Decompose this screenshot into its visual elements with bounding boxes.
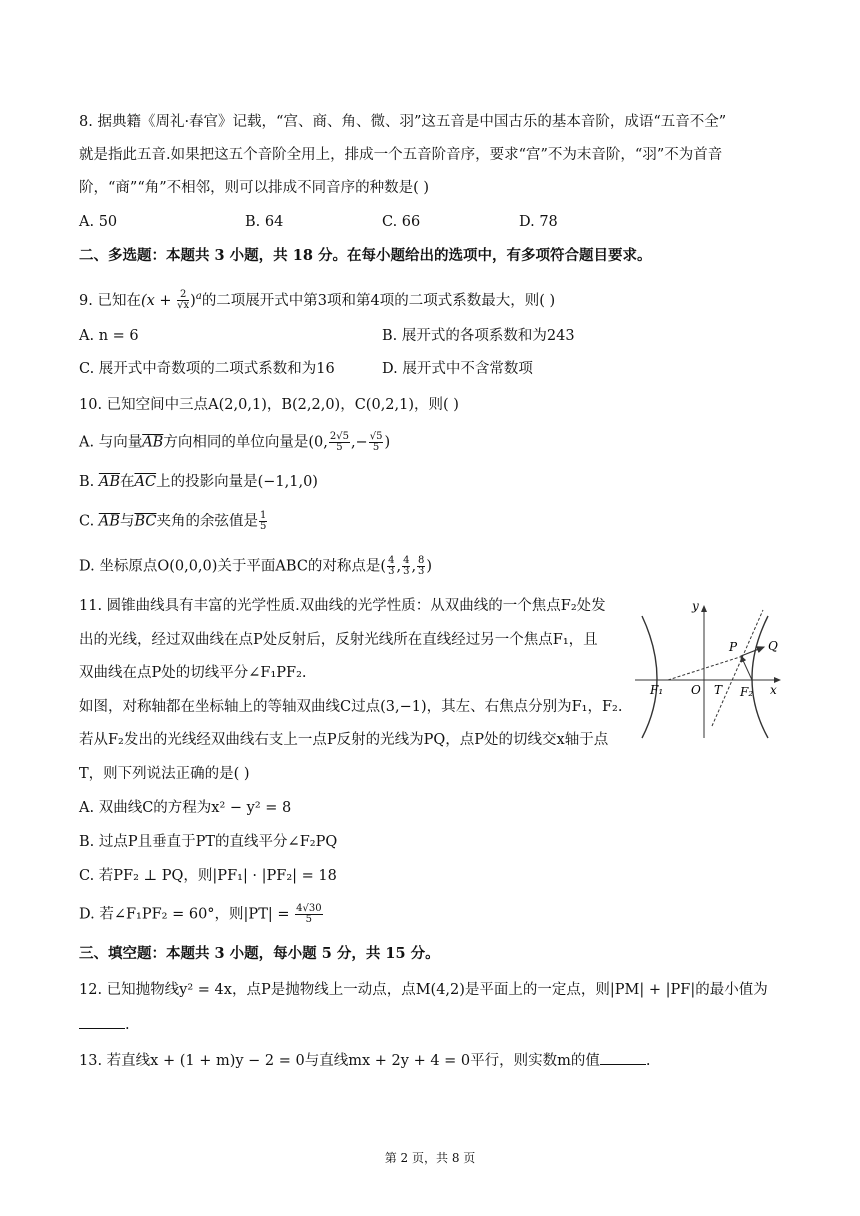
label-f2: F₂ — [740, 685, 754, 699]
q10-a-end: ) — [384, 434, 391, 451]
q10-c-vector-1: $\overline{AB}$ — [98, 513, 120, 530]
q11-d-pre: D. 若∠F₁PF₂ = 60°，则|PT| = — [79, 906, 295, 923]
q8-option-a: A. 50 — [79, 214, 118, 230]
q10-b-vector-1: $\overline{AB}$ — [98, 474, 121, 490]
q10-d-pre: D. 坐标原点O(0,0,0)关于平面ABC的对称点是( — [79, 558, 387, 575]
q11-line-3: 双曲线在点P处的切线平分∠F₁PF₂. — [79, 665, 307, 681]
q10-a-pre: A. 与向量 — [79, 434, 143, 451]
q13-line — [79, 1050, 651, 1071]
q12-end: . — [125, 1017, 130, 1033]
q13-end: . — [645, 1053, 651, 1069]
q10-a-f2-num: √5 — [369, 431, 383, 442]
q10-c-end: 夹角的余弦值是 — [156, 513, 258, 530]
q10-a-frac-2 — [369, 432, 384, 453]
q12-line-2 — [79, 1014, 130, 1035]
q10-c-num: 1 — [259, 510, 267, 521]
ray-f2-p — [741, 656, 752, 680]
q9-option-d: D. 展开式中不含常数项 — [382, 361, 533, 377]
q10-c-pre: C. — [79, 513, 99, 530]
q11-line-5: 若从F₂发出的光线经双曲线右支上一点P反射的光线为PQ，点P处的切线交x轴于点 — [79, 732, 609, 748]
q10-b-end: 上的投影向量是(−1,1,0) — [156, 474, 318, 490]
q10-a-f2-den: 5 — [372, 442, 380, 453]
q11-line-2: 出的光线，经过双曲线在点P处反射后，反射光线所在直线经过另一个焦点F₁，且 — [79, 632, 598, 648]
hyperbola-right-branch — [752, 616, 768, 738]
q11-option-a: A. 双曲线C的方程为x² − y² = 8 — [79, 800, 292, 816]
q10-b-mid: 在 — [120, 474, 135, 490]
q11-option-c: C. 若PF₂ ⊥ PQ，则|PF₁| · |PF₂| = 18 — [79, 868, 337, 884]
q8-option-c: C. 66 — [382, 214, 421, 230]
q13-answer-blank[interactable] — [600, 1050, 646, 1065]
q10-d-n1: 4 — [388, 555, 395, 566]
q10-option-c — [79, 511, 268, 532]
label-o: O — [691, 683, 701, 697]
q8-line-3: 阶，“商”“角”不相邻，则可以排成不同音序的种数是( ) — [79, 180, 430, 196]
q10-a-f1-num: 2√5 — [329, 431, 349, 442]
q11-d-num: 4√30 — [296, 903, 322, 914]
section-3-heading: 三、填空题：本题共 3 小题，每小题 5 分，共 15 分。 — [79, 945, 440, 962]
q9-option-a: A. n = 6 — [79, 328, 139, 344]
q10-d-frac-1 — [387, 556, 395, 577]
q8-option-b: B. 64 — [245, 214, 284, 230]
q11-line-1: 11. 圆锥曲线具有丰富的光学性质.双曲线的光学性质：从双曲线的一个焦点F₂处发 — [79, 598, 606, 614]
q10-a-f1-den: 5 — [336, 442, 343, 453]
q9-frac-num: 2 — [177, 290, 189, 301]
q9-exponent: a — [195, 291, 202, 302]
q10-option-d: D. 坐标原点O(0,0,0)关于平面ABC的对称点是( $\frac{4}{3}$ , $\frac{4}{3}$ , $\frac{8}{3}$ ) — [79, 555, 433, 577]
q8-line-2: 就是指此五音.如果把这五个音阶全用上，排成一个五音阶音序，要求“宫”不为末音阶，“羽”不为首音 — [79, 147, 723, 163]
q10-d-den-1: 3 — [388, 566, 395, 577]
q9-option-b: B. 展开式的各项系数和为243 — [382, 328, 575, 344]
q11-d-frac — [295, 904, 322, 925]
q10-stem: 10. 已知空间中三点A(2,0,1)，B(2,2,0)，C(0,2,1)，则( ) — [79, 397, 459, 413]
q9-expr-close: ) — [190, 292, 196, 309]
label-y: y — [692, 599, 699, 613]
hyperbola-figure — [630, 598, 790, 743]
label-p: P — [729, 640, 738, 654]
q9-option-c: C. 展开式中奇数项的二项式系数和为16 — [79, 361, 335, 377]
q10-a-mid: 方向相同的单位向量是(0, — [163, 434, 328, 451]
q10-c-vector-2: $\overline{BC}$ — [134, 513, 157, 530]
label-t: T — [714, 683, 723, 697]
q10-a-sep: ,− — [350, 434, 368, 451]
q9-stem — [79, 287, 555, 311]
q9-fraction — [177, 290, 189, 311]
q11-d-den: 5 — [305, 914, 313, 925]
q13-text: 13. 若直线x + (1 + m)y − 2 = 0与直线mx + 2y + 4 = 0平行，则实数m的值 — [79, 1053, 600, 1069]
q11-line-6: T，则下列说法正确的是( ) — [79, 766, 250, 782]
q8-line-1: 8. 据典籍《周礼·春官》记载，“宫、商、角、微、羽”这五音是中国古乐的基本音阶，成语“五音不全” — [79, 114, 727, 130]
hyperbola-left-branch — [642, 616, 657, 738]
q8-option-d: D. 78 — [519, 214, 558, 230]
q9-expr: (x + — [140, 292, 177, 309]
q11-line-4: 如图，对称轴都在坐标轴上的等轴双曲线C过点(3,−1)，其左、右焦点分别为F₁，F₂. — [79, 699, 623, 715]
q10-b-vector-2: $\overline{AC}$ — [134, 474, 157, 490]
q10-d-frac-3 — [417, 556, 425, 577]
q10-d-den-2: 3 — [403, 566, 410, 577]
section-2-heading: 二、多选题：本题共 3 小题，共 18 分。在每小题给出的选项中，有多项符合题目要求。 — [79, 247, 652, 264]
q9-stem-pre: 9. 已知在 — [79, 292, 141, 309]
q11-option-b: B. 过点P且垂直于PT的直线平分∠F₂PQ — [79, 834, 338, 850]
q9-frac-den: √x — [177, 300, 190, 312]
q10-option-b — [79, 472, 318, 492]
q10-d-n3: 8 — [418, 555, 425, 566]
q9-stem-post: 的二项展开式中第3项和第4项的二项式系数最大，则( ) — [201, 292, 556, 309]
q11-option-d — [79, 904, 324, 925]
label-q: Q — [768, 639, 778, 653]
q10-d-n2: 4 — [403, 555, 410, 566]
q10-c-den: 5 — [259, 521, 267, 532]
q10-a-vector: $\overline{AB}$ — [142, 434, 164, 451]
q10-d-frac-2 — [402, 556, 410, 577]
q10-d-den-3: 3 — [418, 566, 425, 577]
q10-a-frac-1 — [329, 432, 350, 453]
q12-answer-blank[interactable] — [79, 1014, 125, 1029]
q10-b-pre: B. — [79, 474, 99, 490]
page-footer: 第 2 页，共 8 页 — [384, 1151, 476, 1165]
q10-c-mid: 与 — [119, 513, 135, 530]
q10-d-end: ) — [426, 558, 433, 575]
label-f1: F₁ — [650, 683, 664, 697]
q10-c-frac — [259, 511, 267, 532]
label-x: x — [770, 683, 777, 697]
q10-option-a — [79, 432, 390, 453]
line-f1-p — [668, 656, 743, 680]
q12-line-1: 12. 已知抛物线y² = 4x，点P是抛物线上一动点，点M(4,2)是平面上的一定点，则|PM| + |PF|的最小值为 — [79, 982, 768, 998]
